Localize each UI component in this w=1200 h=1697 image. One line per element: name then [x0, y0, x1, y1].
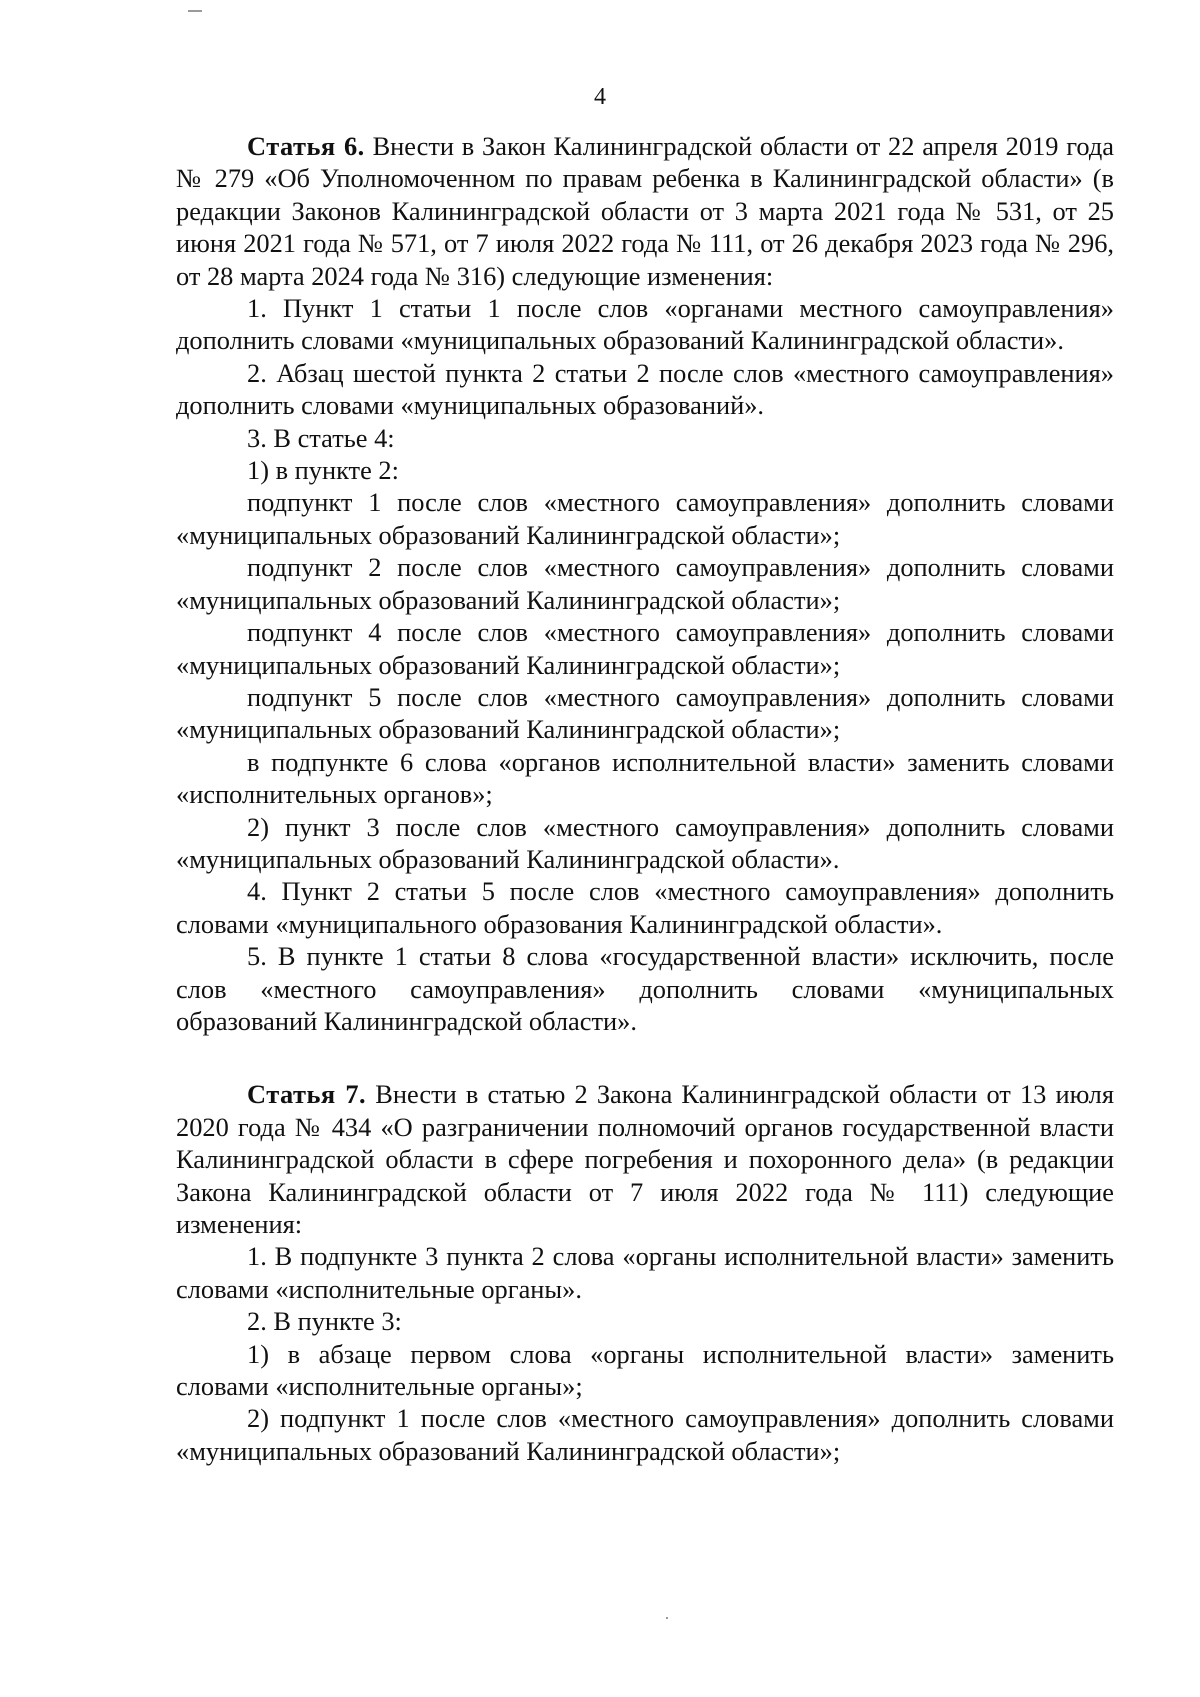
- paragraph: 2. В пункте 3:: [247, 1306, 402, 1337]
- paragraph: подпункт 4 после слов «местного самоуправления» дополнить словами «муниципальных образований Калининградской области»;: [176, 617, 1114, 680]
- article-7-intro: [176, 1078, 1114, 1240]
- scan-speck: [188, 10, 202, 12]
- paragraph: 1) в абзаце первом слова «органы исполнительной власти» заменить словами «исполнительные органы»;: [176, 1338, 1114, 1402]
- paragraph: в подпункте 6 слова «органов исполнительной власти» заменить словами «исполнительных органов»;: [176, 746, 1114, 810]
- paragraph: 1. В подпункте 3 пункта 2 слова «органы исполнительной власти» заменить словами «исполнительные органы».: [176, 1241, 1114, 1304]
- paragraph: 2) пункт 3 после слов «местного самоуправления» дополнить словами «муниципальных образований Калининградской области».: [176, 811, 1114, 874]
- article-spacer: [176, 1037, 1114, 1078]
- article-6-intro-text: Внести в Закон Калининградской области от 22 апреля 2019 года № 279 «Об Уполномоченном по правам ребенка в Калининградской области» (в редакции Законов Калининградской области от 3 марта 2021 года № 531, от 25 июня 2021 года № 571, от 7 июля 2022 года № 111, от 26 декабря 2023 года № 296, от 28 марта 2024 года № 316) следующие изменения:: [176, 131, 1114, 291]
- article-6-heading: Статья 6.: [247, 131, 365, 161]
- paragraph: подпункт 2 после слов «местного самоуправления» дополнить словами «муниципальных образований Калининградской области»;: [176, 552, 1114, 615]
- paragraph: 4. Пункт 2 статьи 5 после слов «местного самоуправления» дополнить словами «муниципального образования Калининградской области».: [176, 876, 1114, 939]
- article-7-heading: Статья 7.: [247, 1079, 367, 1110]
- paragraph: подпункт 5 после слов «местного самоуправления» дополнить словами «муниципальных образований Калининградской области»;: [176, 681, 1114, 745]
- document-body: [176, 130, 1114, 1467]
- paragraph: 2. Абзац шестой пункта 2 статьи 2 после слов «местного самоуправления» дополнить словами «муниципальных образований».: [176, 357, 1114, 421]
- paragraph: 2) подпункт 1 после слов «местного самоуправления» дополнить словами «муниципальных образований Калининградской области»;: [176, 1403, 1114, 1466]
- article-6-intro: [176, 130, 1114, 292]
- article-7-intro-text: Внести в статью 2 Закона Калининградской области от 13 июля 2020 года № 434 «О разграничении полномочий органов государственной власти Калининградской области в сфере погребения и похоронного дела» (в редакции Закона Калининградской области от 7 июля 2022 года № 111) следующие изменения:: [176, 1079, 1114, 1239]
- paragraph: 3. В статье 4:: [247, 422, 395, 453]
- paragraph: подпункт 1 после слов «местного самоуправления» дополнить словами «муниципальных образований Калининградской области»;: [176, 487, 1114, 550]
- page-number: 4: [594, 84, 606, 110]
- scan-speck: [666, 1617, 668, 1619]
- paragraph: 5. В пункте 1 статьи 8 слова «государственной власти» исключить, после слов «местного самоуправления» дополнить словами «муниципальных образований Калининградской области».: [176, 941, 1114, 1036]
- paragraph: 1. Пункт 1 статьи 1 после слов «органами местного самоуправления» дополнить словами «муниципальных образований Калининградской области».: [176, 293, 1114, 356]
- paragraph: 1) в пункте 2:: [247, 455, 399, 486]
